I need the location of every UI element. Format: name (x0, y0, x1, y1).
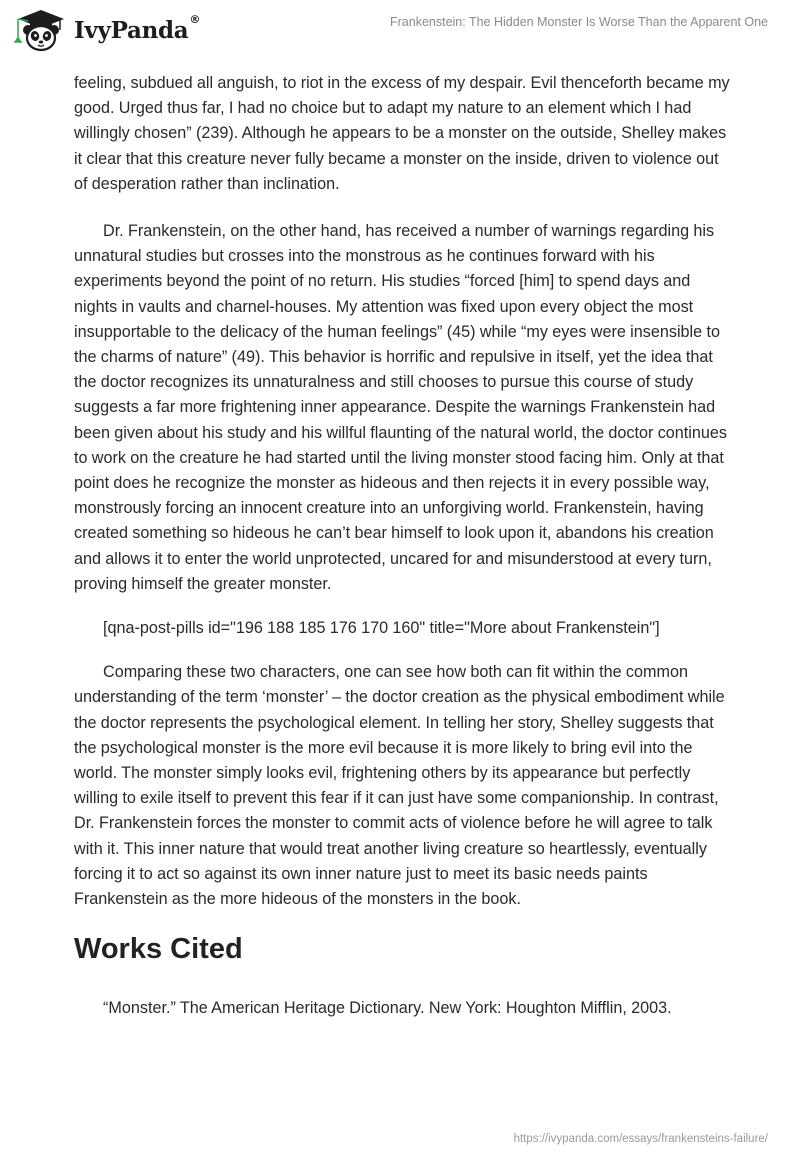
document-title: Frankenstein: The Hidden Monster Is Worse Than the Apparent One (390, 15, 768, 29)
brand-name: IvyPanda® (74, 12, 201, 44)
paragraph: Comparing these two characters, one can see how both can fit within the common understanding of the term ‘monster’ – the doctor creation as the physical embodiment while the doctor represents the psychological element. In telling her story, Shelley suggests that the psychological monster is the more evil because it is more likely to bring evil into the world. The monster simply looks evil, frightening others by its appearance but perfectly willing to exile itself to prevent this fear if it can just have some companionship. In contrast, Dr. Frankenstein forces the monster to commit acts of violence before he will agree to talk with it. This inner nature that would treat another living creature so heartlessly, eventually forcing it to act so against its own inner nature just to meet its basic needs paints Frankenstein as the more hideous of the monsters in the book. (74, 663, 725, 909)
paragraph: feeling, subdued all anguish, to riot in the excess of my despair. Evil thenceforth became my good. Urged thus far, I had no choice but to adapt my nature to an element which I had willingly chosen” (239). Although he appears to be a monster on the outside, Shelley makes it clear that this creature never fully became a monster on the inside, driven to violence out of desperation rather than inclination. (74, 74, 730, 193)
source-url[interactable]: https://ivypanda.com/essays/frankensteins-failure/ (513, 1133, 768, 1145)
paragraph: Dr. Frankenstein, on the other hand, has received a number of warnings regarding his unnatural studies but crosses into the monstrous as he continues forward with his experiments beyond the point of no return. His studies “forced [him] to spend days and nights in vaults and charnel-houses. My attention was fixed upon every object the most insupportable to the delicacy of the human feelings” (45) while “my eyes were insensible to the charms of nature” (49). This behavior is horrific and repulsive in itself, yet the idea that the doctor recognizes its unnaturalness and still chooses to pursue this course of study suggests a far more frightening inner appearance. Despite the warnings Frankenstein had been given about his study and his willful flaunting of the natural world, the doctor continues to work on the creature he had started until the living monster stood facing him. Only at that point does he recognize the monster as hideous and then rejects it in every possible way, monstrously forcing an innocent creature into an unforgiving world. Frankenstein, having created something so hideous he can’t bear himself to look upon it, abandons his creation and allows it to enter the world unprotected, uncared for and misunderstood at every turn, proving himself the greater monster. (74, 222, 728, 593)
citation-entry: “Monster.” The American Heritage Dictionary. New York: Houghton Mifflin, 2003. (103, 999, 672, 1018)
registered-mark: ® (189, 12, 201, 26)
shortcode-placeholder: [qna-post-pills id="196 188 185 176 170 160" title="More about Frankenstein"] (103, 619, 660, 638)
essay-content (74, 71, 736, 1022)
panda-graduation-cap-icon (14, 8, 68, 52)
works-cited-heading: Works Cited (74, 933, 243, 966)
brand-logo[interactable] (14, 8, 200, 52)
page-header (0, 0, 800, 62)
